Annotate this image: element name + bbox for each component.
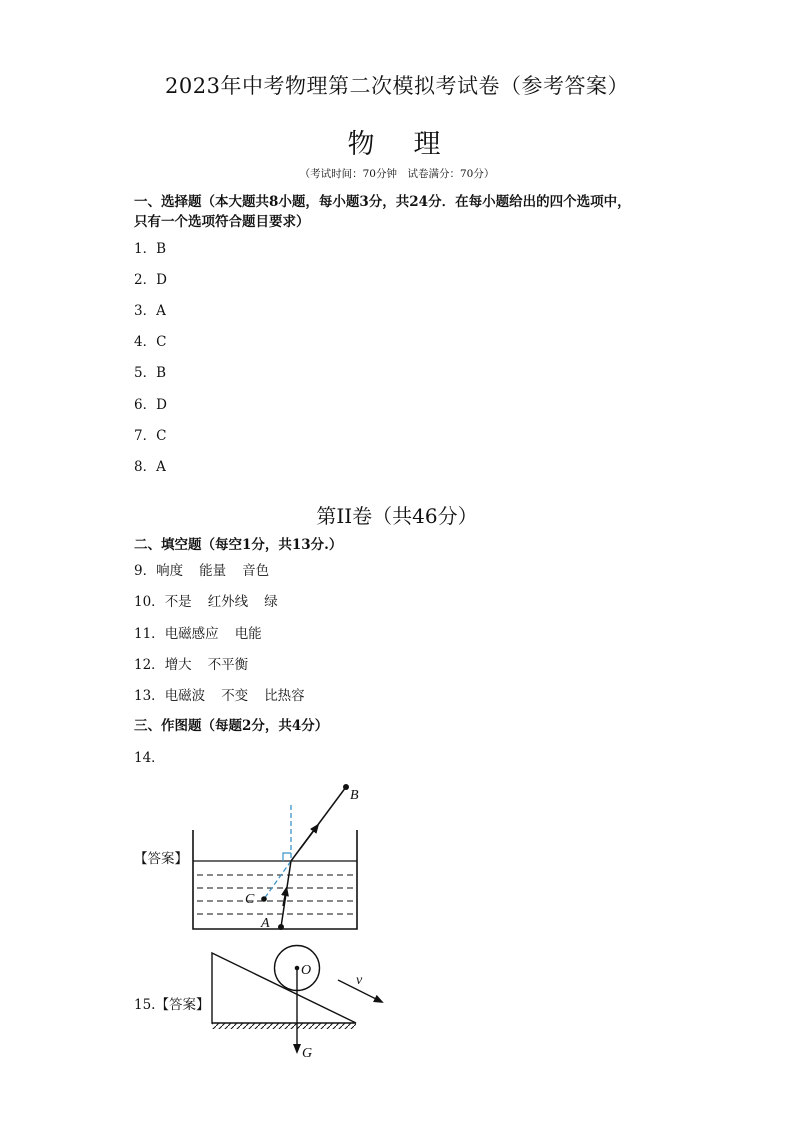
choice-answer: 6．D: [134, 397, 167, 413]
choice-answer: 2．D: [134, 272, 167, 288]
q15-answer-label: 15.【答案】: [134, 997, 210, 1013]
exam-note: （考试时间：70分钟 试卷满分：70分）: [299, 168, 495, 180]
right-angle-mark: [283, 853, 291, 861]
label-a: A: [261, 916, 270, 931]
label-b: B: [350, 788, 359, 803]
choice-answer: 1．B: [134, 241, 167, 257]
fill-item-number: 13．: [134, 688, 165, 704]
section2-heading: 二、填空题（每空1分，共13分.）: [134, 537, 343, 553]
refracted-ray-arrow: [300, 825, 318, 849]
page-title: 2023年中考物理第二次模拟考试卷（参考答案）: [165, 74, 629, 98]
fill-item-number: 9．: [134, 563, 157, 579]
fill-answer: 不变: [221, 688, 249, 704]
fill-answer: 音色: [242, 563, 270, 579]
choice-answer: 7．C: [134, 428, 167, 444]
fill-answer: 比热容: [264, 688, 305, 704]
fill-answer: 响度: [156, 563, 184, 579]
label-o: O: [301, 963, 312, 978]
fill-answer: 电磁感应: [164, 626, 219, 642]
point-b: [343, 784, 349, 790]
section3-heading: 三、作图题（每题2分，共4分）: [134, 718, 329, 734]
point-a: [278, 924, 284, 930]
fill-item-number: 11．: [134, 626, 165, 642]
fill-answer: 能量: [199, 563, 227, 579]
fill-item-number: 10．: [134, 594, 165, 610]
refracted-ray: [291, 787, 346, 861]
point-c: [261, 896, 267, 902]
fill-answer: 不平衡: [207, 657, 249, 673]
subject-title: 物 理: [347, 129, 447, 160]
label-v: v: [356, 973, 363, 988]
fill-answer: 红外线: [207, 594, 249, 610]
incline-wedge: [212, 953, 356, 1023]
choice-answer: 8．A: [134, 459, 166, 475]
choice-answer: 3．A: [134, 303, 166, 319]
fill-answer: 不是: [164, 594, 192, 610]
choice-answer: 5．B: [134, 365, 167, 381]
virtual-ray: [264, 861, 291, 899]
section1-heading-line1: 一、选择题（本大题共8小题，每小题3分，共24分．在每小题给出的四个选项中，: [134, 194, 631, 210]
section1-heading-line2: 只有一个选项符合题目要求）: [134, 214, 310, 230]
fill-answer: 电磁波: [164, 688, 206, 704]
choice-answer: 4．C: [134, 334, 167, 350]
fill-answer: 电能: [234, 626, 262, 642]
fill-answer: 绿: [264, 594, 278, 610]
q14-number: 14．: [134, 750, 165, 766]
ground-hatch: [212, 1023, 356, 1029]
water-dashes: [197, 875, 355, 914]
q14-answer-label: 【答案】: [134, 851, 188, 867]
fill-answer: 增大: [164, 657, 192, 673]
label-g: G: [302, 1046, 313, 1061]
fill-item-number: 12．: [134, 657, 165, 673]
part2-title: 第II卷（共46分）: [316, 504, 478, 528]
label-c: C: [245, 892, 255, 907]
